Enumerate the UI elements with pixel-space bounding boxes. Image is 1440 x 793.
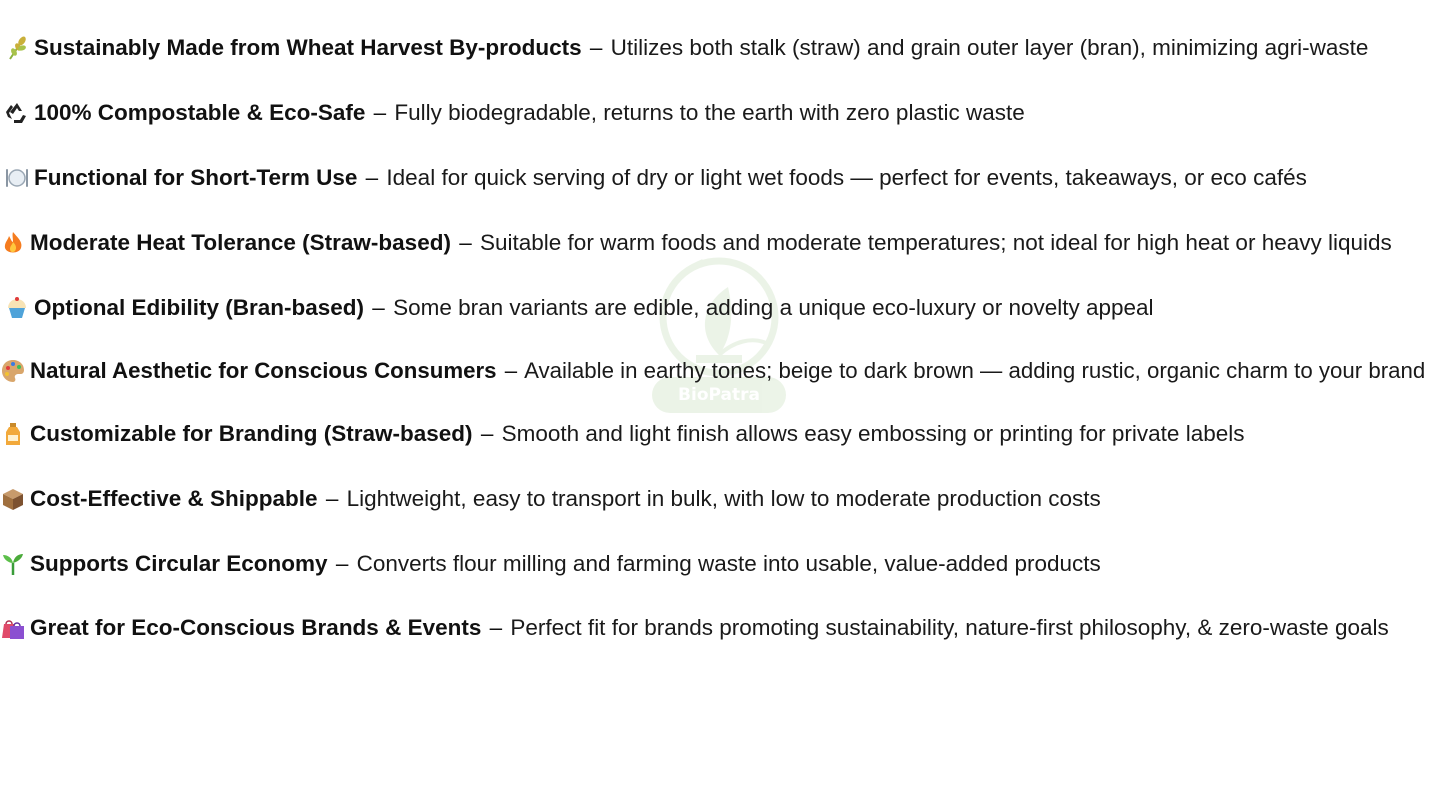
- palette-icon: [0, 358, 26, 384]
- watermark-label: BioPatra: [652, 377, 786, 413]
- feature-description: Smooth and light finish allows easy embossing or printing for private labels: [501, 421, 1245, 446]
- feature-separator: –: [459, 230, 472, 255]
- bottle-icon: [0, 421, 26, 447]
- feature-description: Suitable for warm foods and moderate temperatures; not ideal for high heat or heavy liquids: [480, 230, 1392, 255]
- feature-title: Optional Edibility (Bran-based): [34, 295, 365, 320]
- package-icon: [0, 486, 26, 512]
- feature-item: [0, 419, 1244, 449]
- feature-title: Supports Circular Economy: [30, 551, 328, 576]
- feature-item: [0, 549, 1101, 579]
- feature-description: Converts flour milling and farming waste into usable, value-added products: [356, 551, 1101, 576]
- feature-separator: –: [504, 358, 518, 383]
- feature-title: Functional for Short-Term Use: [34, 165, 358, 190]
- cupcake-icon: [4, 295, 30, 321]
- wheat-icon: [4, 35, 30, 61]
- feature-title: Cost-Effective & Shippable: [30, 486, 318, 511]
- feature-description: Available in earthy tones; beige to dark brown — adding rustic, organic charm to your brand: [524, 358, 1426, 383]
- feature-item: [4, 98, 1025, 128]
- feature-title: 100% Compostable & Eco-Safe: [34, 100, 366, 125]
- feature-separator: –: [589, 35, 603, 60]
- feature-item: [4, 33, 1368, 63]
- feature-title: Customizable for Branding (Straw-based): [30, 421, 473, 446]
- feature-separator: –: [372, 295, 385, 320]
- feature-item: [0, 228, 1392, 258]
- feature-item: [0, 613, 1389, 643]
- feature-description: Utilizes both stalk (straw) and grain outer layer (bran), minimizing agri-waste: [610, 35, 1369, 60]
- feature-item: [4, 293, 1154, 323]
- fire-icon: [0, 230, 26, 256]
- feature-item: [0, 484, 1101, 514]
- feature-title: Sustainably Made from Wheat Harvest By-products: [34, 35, 582, 60]
- recycle-icon: [4, 100, 30, 126]
- feature-description: Some bran variants are edible, adding a unique eco-luxury or novelty appeal: [393, 295, 1154, 320]
- biopatra-watermark-logo: [648, 255, 790, 415]
- plate-cutlery-icon: [4, 165, 30, 191]
- feature-separator: –: [335, 551, 349, 576]
- feature-description: Perfect fit for brands promoting sustainability, nature-first philosophy, & zero-waste goals: [510, 615, 1389, 640]
- shopping-bags-icon: [0, 615, 26, 641]
- feature-title: Great for Eco-Conscious Brands & Events: [30, 615, 482, 640]
- feature-separator: –: [480, 421, 494, 446]
- feature-title: Natural Aesthetic for Conscious Consumers: [30, 358, 497, 383]
- feature-separator: –: [373, 100, 387, 125]
- feature-description: Fully biodegradable, returns to the earth with zero plastic waste: [394, 100, 1025, 125]
- feature-item: [4, 163, 1307, 193]
- feature-separator: –: [365, 165, 379, 190]
- seedling-icon: [0, 551, 26, 577]
- feature-description: Lightweight, easy to transport in bulk, with low to moderate production costs: [346, 486, 1101, 511]
- feature-title: Moderate Heat Tolerance (Straw-based): [30, 230, 451, 255]
- feature-item: [0, 356, 1425, 386]
- feature-separator: –: [325, 486, 339, 511]
- feature-description: Ideal for quick serving of dry or light wet foods — perfect for events, takeaways, or eco cafés: [386, 165, 1307, 190]
- feature-separator: –: [489, 615, 503, 640]
